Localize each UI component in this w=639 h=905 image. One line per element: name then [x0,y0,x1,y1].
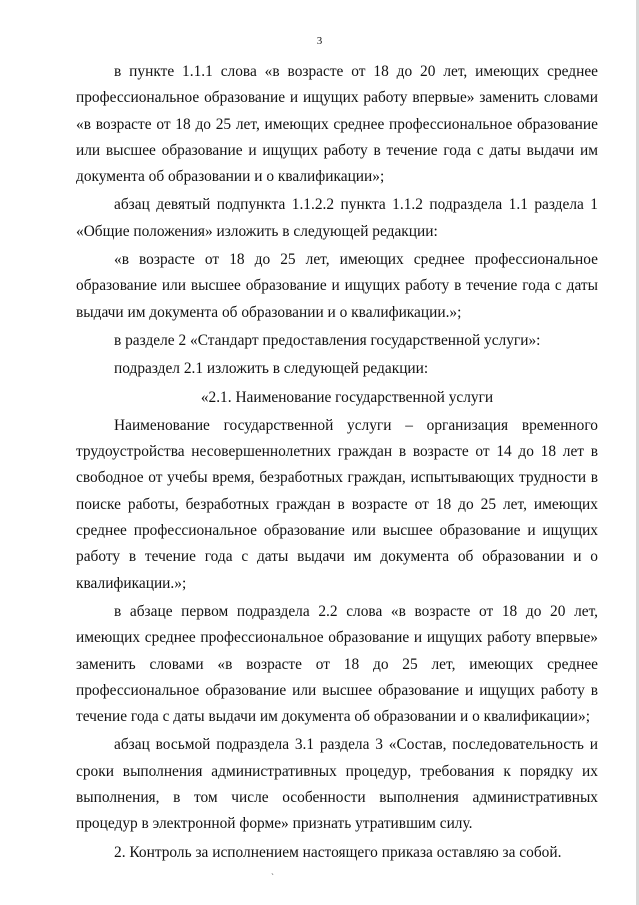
paragraph-amend-1-1-1: в пункте 1.1.1 слова «в возрасте от 18 до 20 лет, имеющих среднее профессиональное образование и ищущих работу впервые» заменить словами «в возрасте от 18 до 25 лет, имеющих среднее профессиональное образование или высшее образование и ищущих работу в течение года с даты выдачи им документа об образовании и о квалификации»; [76,63,598,186]
page-number: 3 [316,35,323,47]
paragraph-subsection-2-1: подраздел 2.1 изложить в следующей редакции: [114,360,429,378]
paragraph-amend-2-2: в абзаце первом подраздела 2.2 слова «в возрасте от 18 до 20 лет, имеющих среднее профессиональное образование и ищущих работу впервые» заменить словами «в возрасте от 18 до 25 лет, имеющих среднее профессиональное образование или высшее образование и ищущих работу в течение года с даты выдачи им документа об образовании и о квалификации»; [76,602,598,726]
paragraph-control: 2. Контроль за исполнением настоящего приказа оставляю за собой. [114,843,562,861]
paragraph-section-2: в разделе 2 «Стандарт предоставления государственной услуги»: [114,331,541,349]
paragraph-new-wording-1: «в возрасте от 18 до 25 лет, имеющих среднее профессиональное образование или высшее образование и ищущих работу в течение года с даты выдачи им документа об образовании и о квалификации.»; [76,251,598,321]
scan-artifact-mark: ` [271,872,274,882]
paragraph-amend-1-1-2-2: абзац девятый подпункта 1.1.2.2 пункта 1.1.2 подраздела 1.1 раздела 1 «Общие положения» изложить в следующей редакции: [76,196,598,240]
paragraph-amend-3-1: абзац восьмой подраздела 3.1 раздела 3 «Состав, последовательность и сроки выполнения административных процедур, требования к порядку их выполнения, в том числе особенности выполнения административных процедур в электронной форме» признать утратившим силу. [76,736,598,833]
subsection-heading-2-1: «2.1. Наименование государственной услуги [200,388,494,406]
document-body [76,59,598,868]
paragraph-service-name: Наименование государственной услуги – организация временного трудоустройства несовершеннолетних граждан в возрасте от 14 до 18 лет в свободное от учебы время, безработных граждан, испытывающих трудности в поиске работы, безработных граждан в возрасте от 18 до 25 лет, имеющих среднее профессиональное образование или высшее образование и ищущих работу в течение года с даты выдачи им документа об образовании и о квалификации.»; [76,416,598,592]
